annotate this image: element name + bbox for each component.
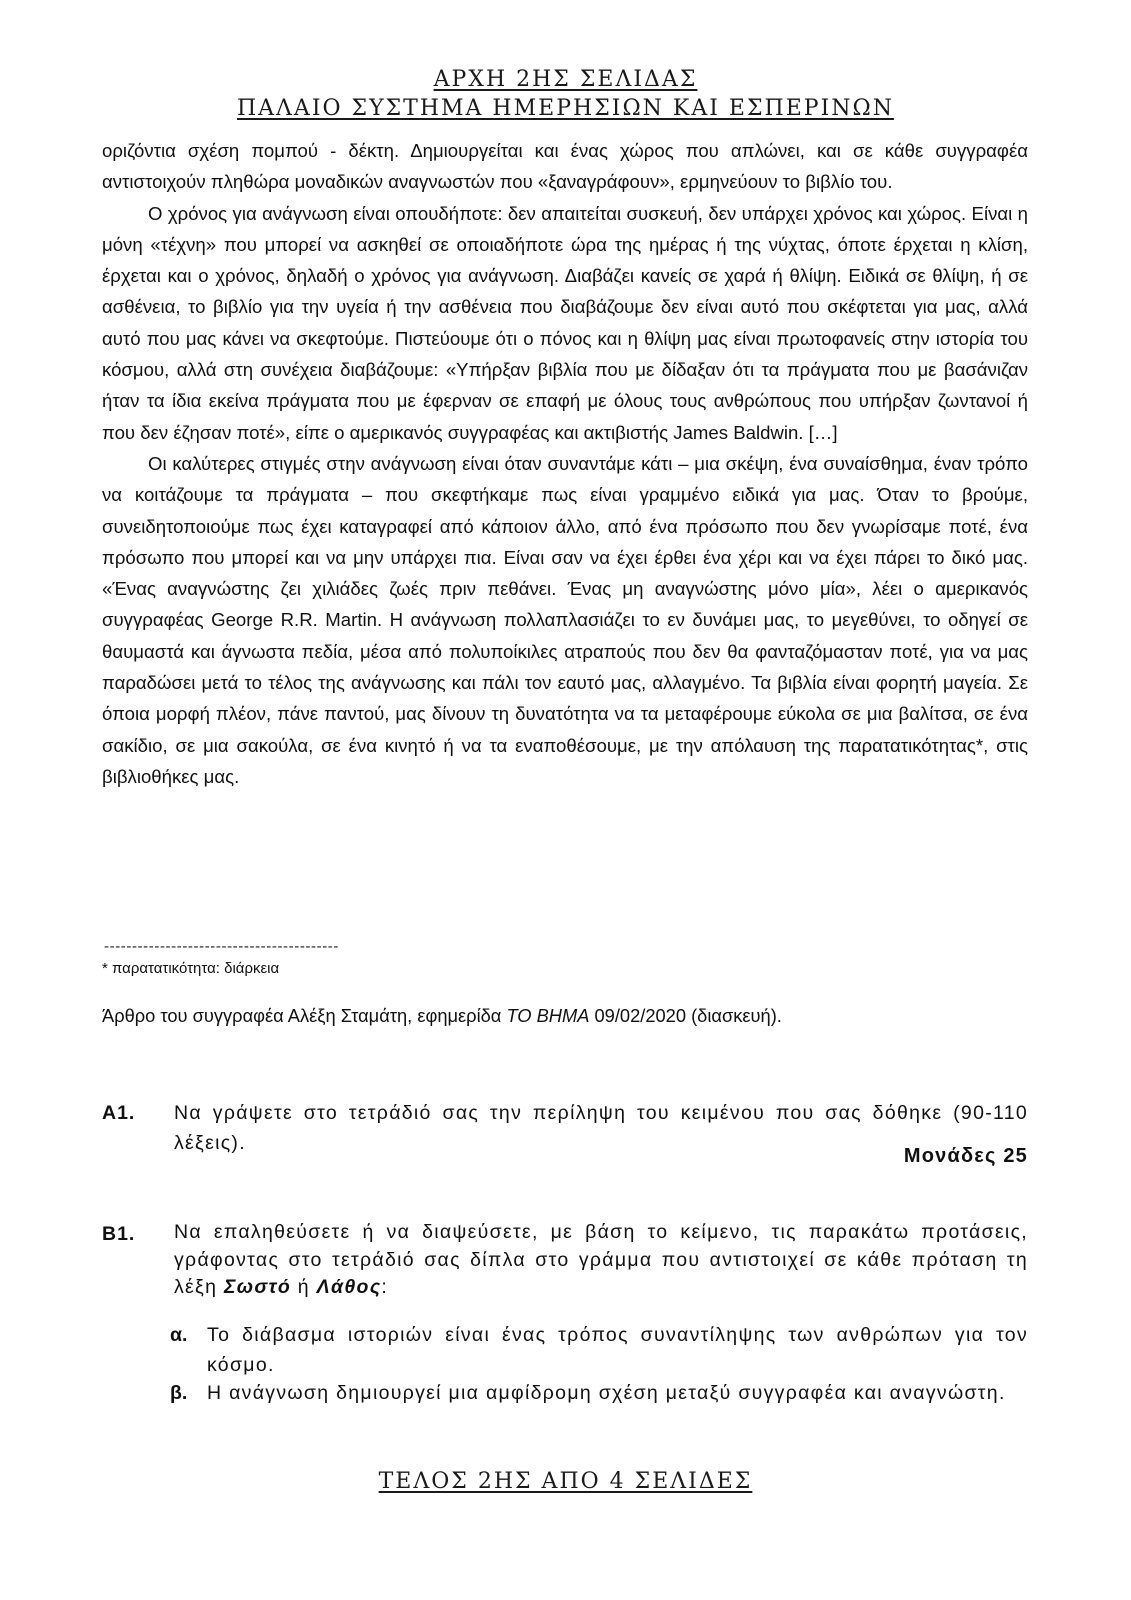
source-suffix: 09/02/2020 (διασκευή). xyxy=(589,1005,782,1026)
page-footer xyxy=(0,1469,1131,1494)
source-prefix: Άρθρο του συγγραφέα Αλέξη Σταμάτη, εφημερίδα xyxy=(102,1005,507,1026)
footnote-text: * παρατατικότητα: διάρκεια xyxy=(102,960,280,977)
article-source xyxy=(102,1005,782,1027)
b1-word-true: Σωστό xyxy=(223,1276,292,1298)
option-b-text: Η ανάγνωση δημιουργεί μια αμφίδρομη σχέση μεταξύ συγγραφέα και αναγνώστη. xyxy=(207,1382,1006,1404)
b1-colon: : xyxy=(381,1276,389,1298)
page-header-system xyxy=(0,95,1131,123)
b1-word-false: Λάθος xyxy=(316,1276,382,1298)
question-b1-text xyxy=(174,1219,1028,1302)
option-a-text: Το διάβασμα ιστοριών είναι ένας τρόπος συναντίληψης των ανθρώπων για τον κόσμο. xyxy=(207,1324,1028,1376)
footer-text: ΤΕΛΟΣ 2ΗΣ ΑΠΟ 4 ΣΕΛΙΔΕΣ xyxy=(378,1469,753,1494)
article-paragraph-3: Οι καλύτερες στιγμές στην ανάγνωση είναι όταν συναντάμε κάτι – μια σκέψη, ένα συναίσθημα, έναν τρόπο να κοιτάζουμε τα πράγματα – που σκεφτήκαμε πως είναι γραμμένο ειδικά για μας. Όταν το βρούμε, συνειδητοποιούμε πως έχει καταγραφεί από κάποιον άλλο, από ένα πρόσωπο που δεν γνωρίσαμε ποτέ, ένα πρόσωπο που μπορεί και να μην υπάρχει πια. Είναι σαν να έχει έρθει ένα χέρι και να έχει πάρει το δικό μας. «Ένας αναγνώστης ζει χιλιάδες ζωές πριν πεθάνει. Ένας μη αναγνώστης μόνο μία», λέει ο αμερικανός συγγραφέας George R.R. Martin. Η ανάγνωση πολλαπλασιάζει το εν δυνάμει μας, το μεγεθύνει, το οδηγεί σε θαυμαστά και άγνωστα πεδία, μέσα από πολυποίκιλες ατραπούς που δεν θα φανταζόμασταν ποτέ, για να μας παραδώσει μετά το τέλος της ανάγνωσης και πάλι τον εαυτό μας, αλλαγμένο. Τα βιβλία είναι φορητή μαγεία. Σε όποια μορφή πλέον, πάνε παντού, μας δίνουν τη δυνατότητα να τα μεταφέρουμε εύκολα σε μια βαλίτσα, σε ένα σακίδιο, σε μια σακούλα, σε ένα κινητό ή να τα εναποθέσουμε, με την απόλαυση της παρατατικότητας*, στις βιβλιοθήκες μας. xyxy=(102,452,1028,787)
footnote-separator: ------------------------------------------ xyxy=(104,938,339,955)
question-a1-label: Α1. xyxy=(102,1102,136,1124)
option-a-letter: α. xyxy=(170,1324,188,1346)
source-newspaper: ΤΟ ΒΗΜΑ xyxy=(506,1005,590,1026)
option-b-letter: β. xyxy=(170,1382,188,1404)
b1-word-or: ή xyxy=(291,1276,317,1298)
question-b1-label: Β1. xyxy=(102,1223,136,1245)
page-header-start xyxy=(0,66,1131,94)
question-a1-text: Να γράψετε στο τετράδιό σας την περίληψη του κειμένου που σας δόθηκε (90-110 λέξεις). xyxy=(174,1102,1028,1154)
b1-instruction: Να επαληθεύσετε ή να διαψεύσετε, με βάση το κείμενο, τις παρακάτω προτάσεις, γράφοντας στο τετράδιό σας δίπλα στο γράμμα που αντιστοιχεί σε κάθε πρόταση τη λέξη xyxy=(174,1221,1028,1298)
question-a1-score: Μονάδες 25 xyxy=(903,1145,1028,1167)
article-paragraph-2: Ο χρόνος για ανάγνωση είναι οπουδήποτε: δεν απαιτείται συσκευή, δεν υπάρχει χρόνος και χώρος. Είναι η μόνη «τέχνη» που μπορεί να ασκηθεί σε οποιαδήποτε ώρα της ημέρας ή της νύχτας, όποτε έρχεται η κλίση, έρχεται και ο χρόνος, δηλαδή ο χρόνος για ανάγνωση. Διαβάζει κανείς σε χαρά ή θλίψη. Ειδικά σε θλίψη, ή σε ασθένεια, το βιβλίο για την υγεία ή την ασθένεια που διαβάζουμε δεν είναι αυτό που σκέφτεται για μας, αλλά αυτό που μας κάνει να σκεφτούμε. Πιστεύουμε ότι ο πόνος και η θλίψη μας είναι πρωτοφανείς στην ιστορία του κόσμου, αλλά στη συνέχεια διαβάζουμε: «Υπήρξαν βιβλία που με δίδαξαν ότι τα πράγματα που με βασάνιζαν ήταν τα ίδια εκείνα πράγματα που με έφερναν σε επαφή με όλους τους ανθρώπους που υπήρξαν ζωντανοί ή που δεν έζησαν ποτέ», είπε ο αμερικανός συγγραφέας και ακτιβιστής James Baldwin. […] xyxy=(102,202,1028,443)
header-system-text: ΠΑΛΑΙΟ ΣΥΣΤΗΜΑ ΗΜΕΡΗΣΙΩΝ ΚΑΙ ΕΣΠΕΡΙΝΩΝ xyxy=(236,96,895,121)
article-body xyxy=(102,135,1028,792)
article-paragraph-1: οριζόντια σχέση πομπού - δέκτη. Δημιουργείται και ένας χώρος που απλώνει, και σε κάθε συγγραφέα αντιστοιχούν πληθώρα μοναδικών αναγνωστών που «ξαναγράφουν», ερμηνεύουν το βιβλίο του. xyxy=(102,140,1028,193)
header-page-start-text: ΑΡΧΗ 2ΗΣ ΣΕΛΙΔΑΣ xyxy=(433,67,698,92)
